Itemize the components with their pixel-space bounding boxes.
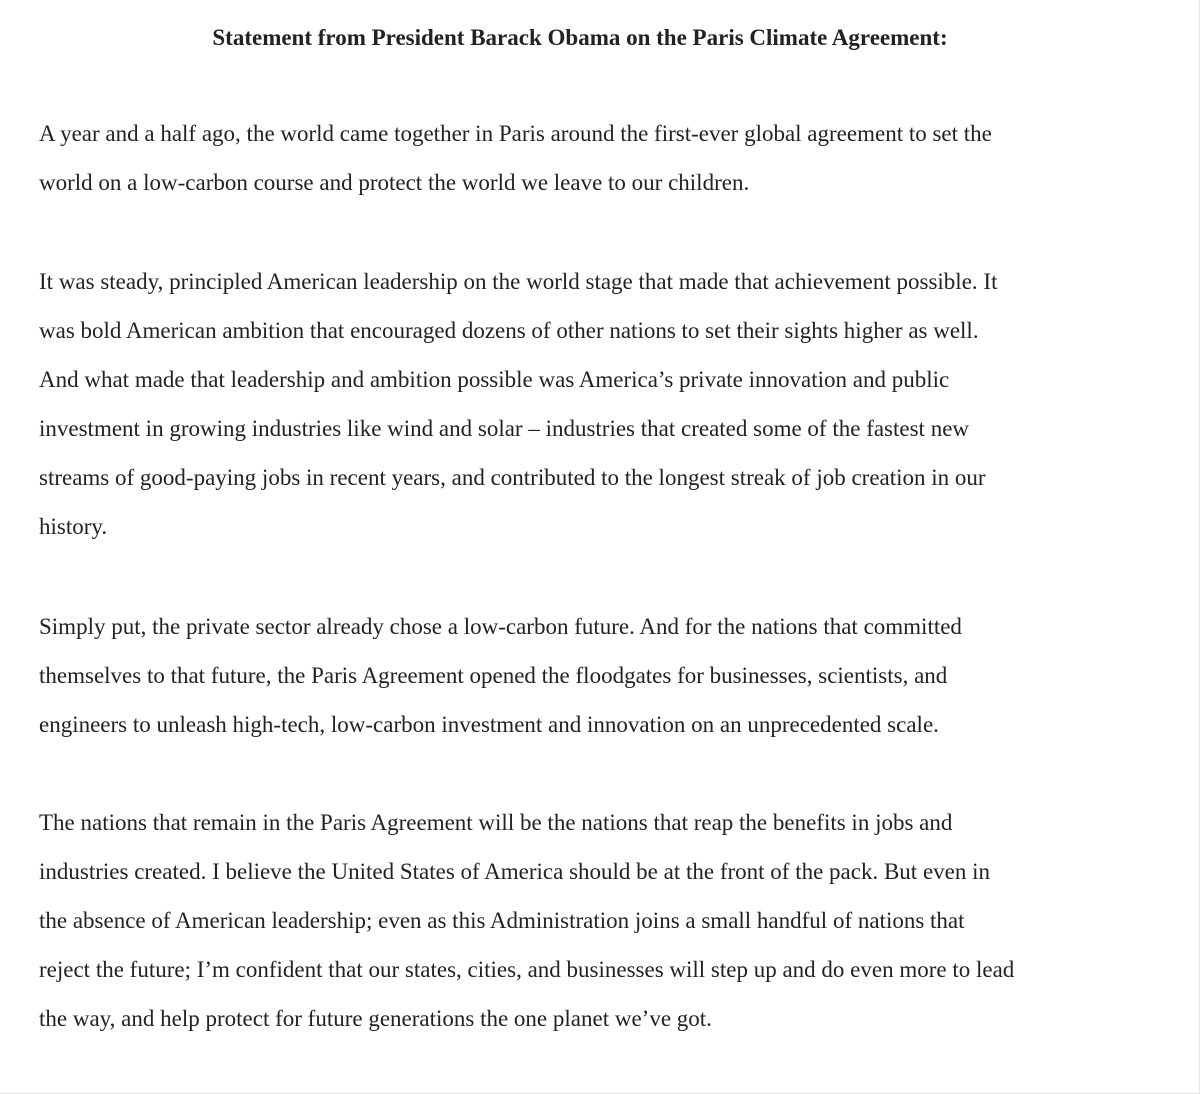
paragraph-american-leadership: It was steady, principled American leadership on the world stage that made that achievement possible. It was bold American ambition that encouraged dozens of other nations to set their sights higher as well. And what made that leadership and ambition possible was America’s private innovation and public investment in growing industries like wind and solar – industries that created some of the fastest new streams of good-paying jobs in recent years, and contributed to the longest streak of job creation in our history. <box>39 269 998 539</box>
paragraph-paris-agreement-origin: A year and a half ago, the world came together in Paris around the first-ever global agreement to set the world on a low-carbon course and protect the world we leave to our children. <box>39 121 992 195</box>
statement-title: Statement from President Barack Obama on the Paris Climate Agreement: <box>212 25 948 50</box>
paragraph-nations-remaining: The nations that remain in the Paris Agreement will be the nations that reap the benefits in jobs and industries created. I believe the United States of America should be at the front of the pack. But even in the absence of American leadership; even as this Administration joins a small handful of nations that reject the future; I’m confident that our states, cities, and businesses will step up and do even more to lead the way, and help protect for future generations the one planet we’ve got. <box>39 810 1015 1031</box>
paragraph-private-sector: Simply put, the private sector already chose a low-carbon future. And for the nations that committed themselves to that future, the Paris Agreement opened the floodgates for businesses, scientists, and engineers to unleash high-tech, low-carbon investment and innovation on an unprecedented scale. <box>39 614 962 737</box>
